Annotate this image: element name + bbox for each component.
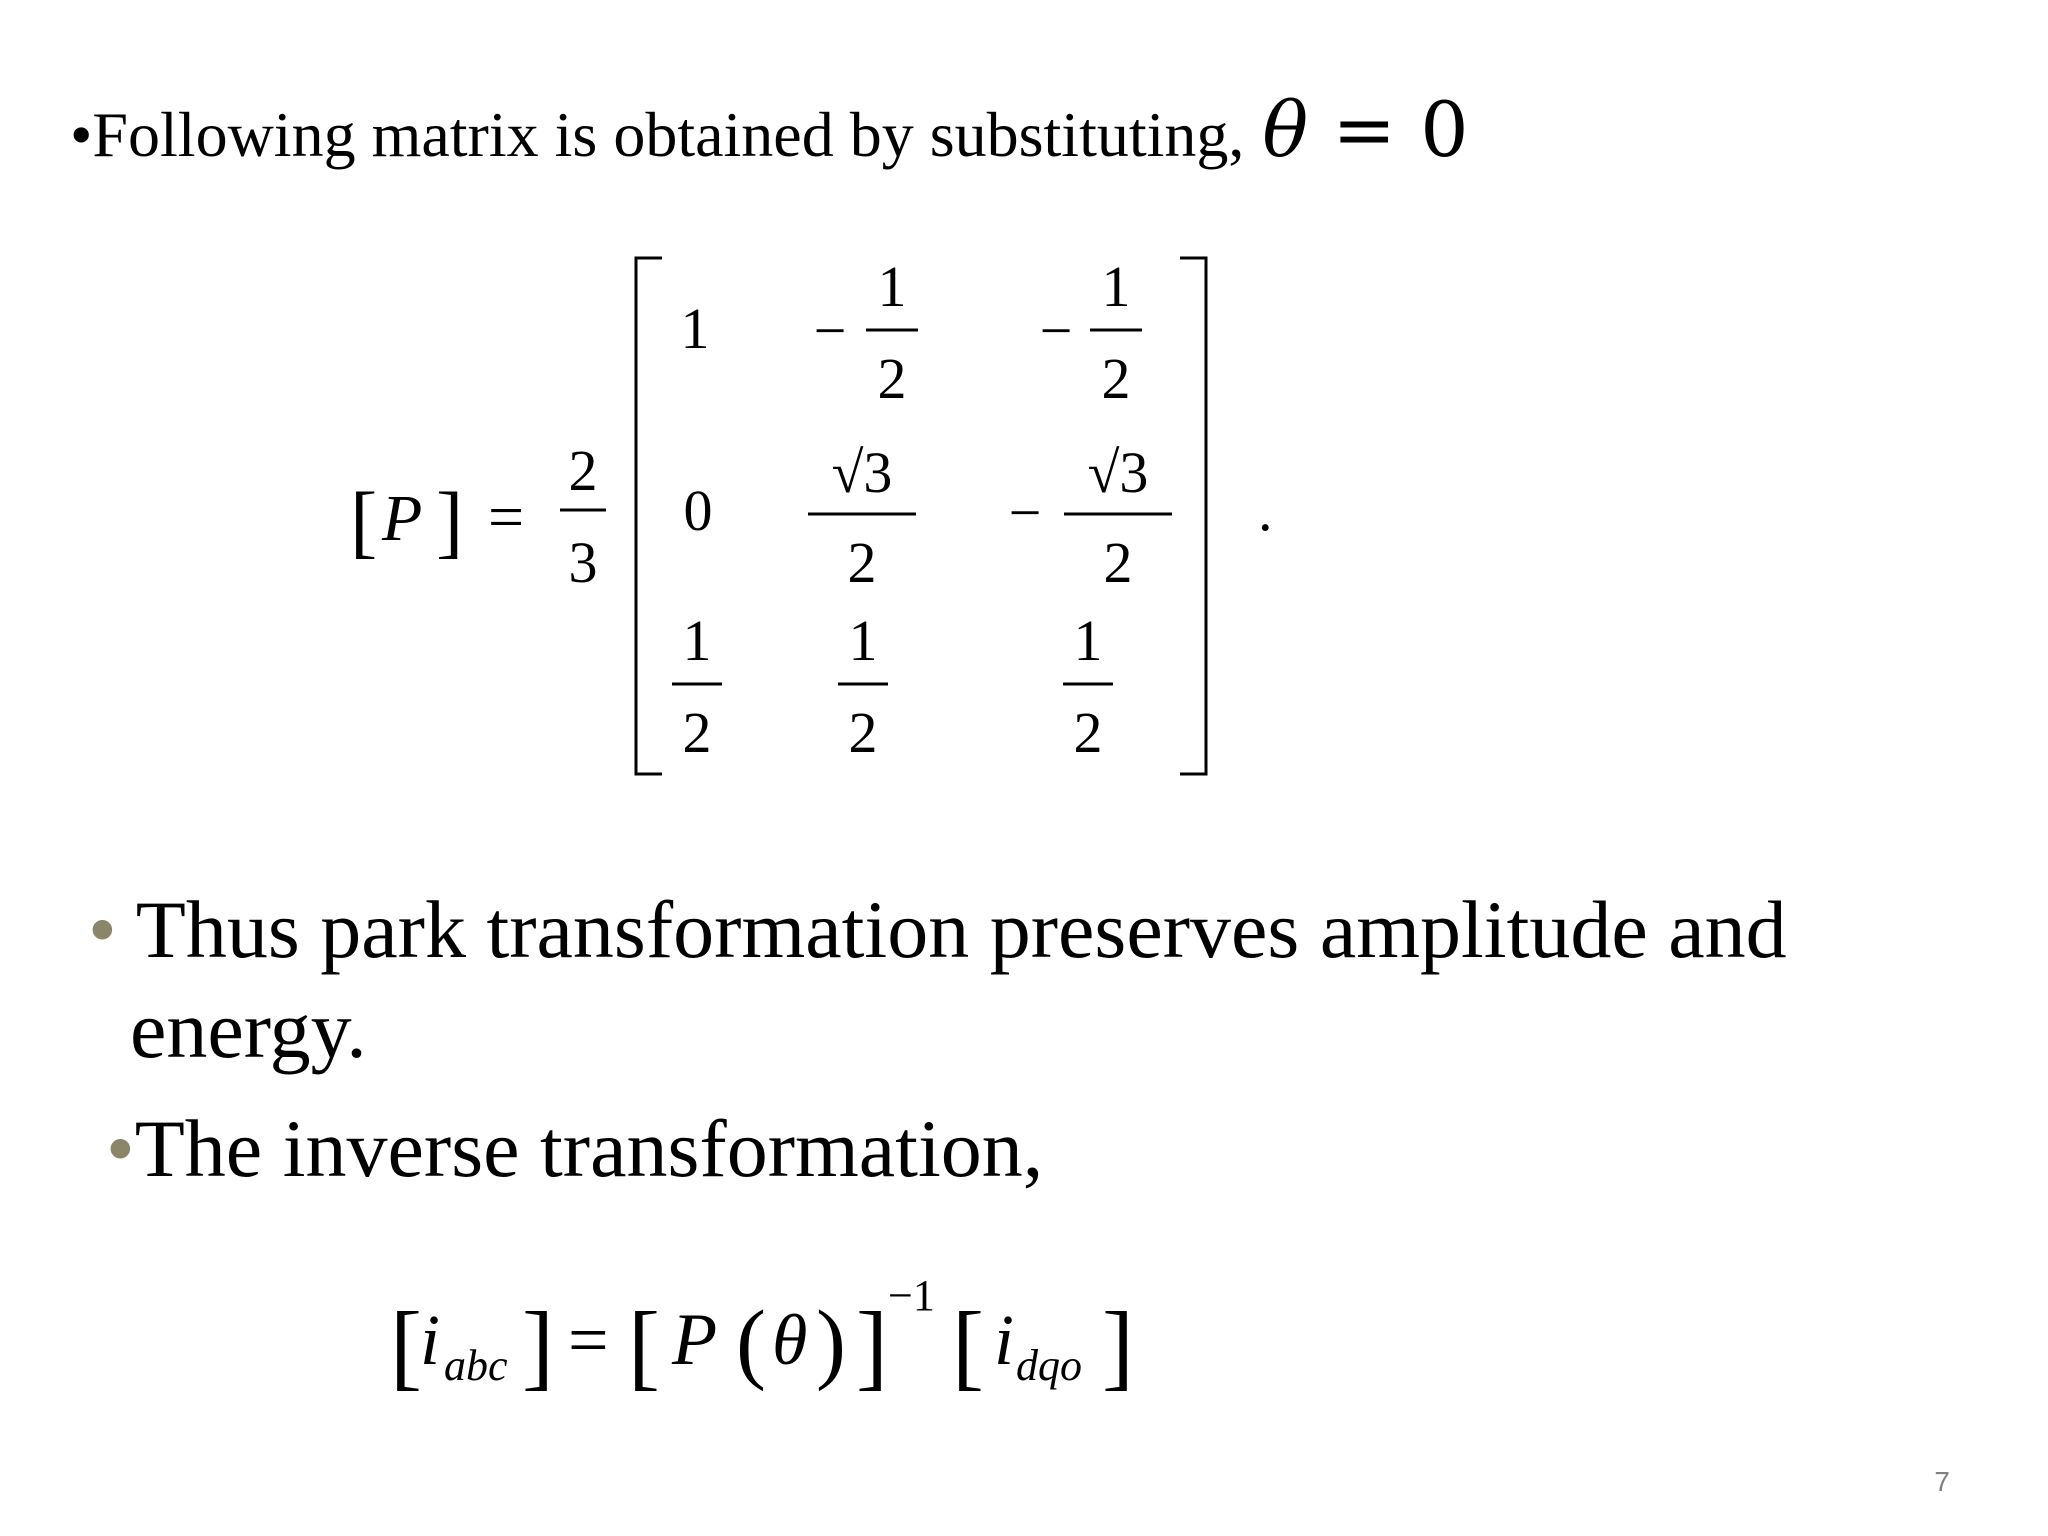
cell-r3c1-den: 2 [682,700,712,765]
cell-r2c1: 0 [683,478,713,543]
bullet-text-line1: Thus park transformation preserves amplitude and [135,884,1787,975]
cell-r2c3-den: 2 [1103,530,1133,595]
equals-sign: = [568,1300,609,1380]
trailing-period: . [1258,478,1273,543]
rhs-lbracket: [ [952,1292,984,1399]
p-symbol: P [672,1299,718,1381]
p-rbracket: ] [856,1292,888,1399]
bullet-dot: • [106,1103,135,1194]
bullet-text: The inverse transformation, [134,1103,1044,1194]
page-number: 7 [1934,1466,1950,1497]
cell-r1c1: 1 [680,296,710,361]
rhs-subscript: dqo [1016,1341,1082,1390]
equals-sign: = [1332,85,1397,174]
inverse-exponent: −1 [888,1271,935,1320]
factor-denominator: 3 [568,530,598,595]
rhs-variable: i [994,1300,1015,1380]
cell-r3c2-num: 1 [848,608,878,673]
bullet-text-line2: energy. [130,984,367,1075]
lhs-lbracket: [ [350,475,378,566]
lhs-symbol: P [382,482,423,555]
lhs-rbracket: ] [436,475,464,566]
lhs-variable: i [420,1300,441,1380]
lparen: ( [736,1293,766,1392]
cell-r2c2-num: √3 [831,440,893,505]
bullet-text: Following matrix is obtained by substituting, [92,99,1245,170]
lhs-lbracket: [ [390,1292,422,1399]
theta-symbol: θ [1262,85,1309,174]
cell-r3c3-num: 1 [1073,608,1103,673]
cell-r1c3-den: 2 [1101,346,1131,411]
cell-r2c3-sign: − [1008,480,1042,545]
lhs-rbracket: ] [522,1292,554,1399]
cell-r1c2-den: 2 [877,346,907,411]
inverse-transform-equation [0,1260,1200,1420]
cell-r3c3-den: 2 [1073,700,1103,765]
zero-value: 0 [1420,85,1469,174]
bullet-line-park-preserves [88,880,1787,1080]
cell-r1c3-sign: − [1039,298,1073,363]
theta-symbol: θ [772,1300,808,1380]
matrix-right-bracket [1180,258,1206,774]
bullet-dot: • [70,99,93,170]
rhs-rbracket: ] [1102,1292,1134,1399]
bullet-dot: • [88,884,117,975]
factor-numerator: 2 [568,438,598,503]
cell-r1c2-num: 1 [877,254,907,319]
p-lbracket: [ [628,1292,660,1399]
equals-sign: = [488,481,525,552]
bullet-line-inverse [106,1103,1044,1194]
cell-r2c2-den: 2 [847,530,877,595]
cell-r1c2-sign: − [813,298,847,363]
lhs-subscript: abc [444,1341,508,1390]
rparen: ) [816,1293,846,1392]
cell-r1c3-num: 1 [1101,254,1131,319]
cell-r3c1-num: 1 [682,608,712,673]
cell-r2c3-num: √3 [1087,440,1149,505]
cell-r3c2-den: 2 [848,700,878,765]
matrix-left-bracket [636,258,662,774]
